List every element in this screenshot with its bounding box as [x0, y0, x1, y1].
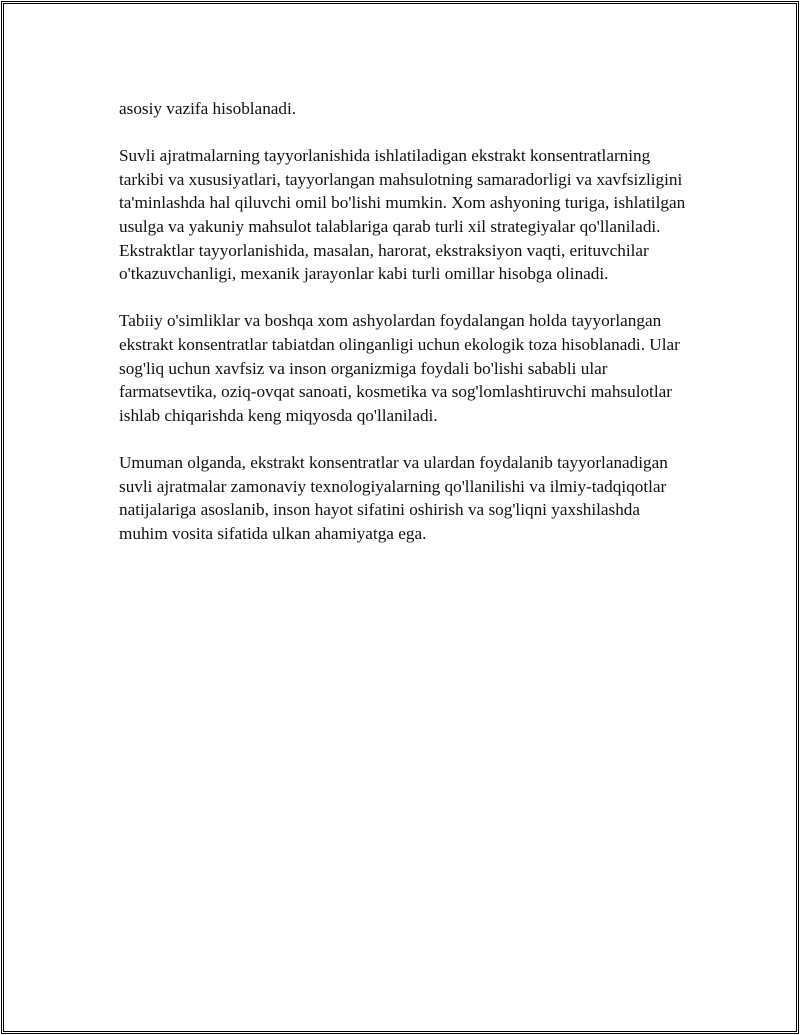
paragraph-2: Suvli ajratmalarning tayyorlanishida ishlatiladigan ekstrakt konsentratlarning tarkibi va xususiyatlari, tayyorlangan mahsulotning samaradorligi va xavfsizligini ta'minlashda hal qiluvchi omil bo'lishi mumkin. Xom ashyoning turiga, ishlatilgan usulga va yakuniy mahsulot talablariga qarab turli xil strategiyalar qo'llaniladi. Ekstraktlar tayyorlanishida, masalan, harorat, ekstraksiyon vaqti, erituvchilar o'tkazuvchanligi, mexanik jarayonlar kabi turli omillar hisobga olinadi. [119, 146, 686, 284]
paragraph-4: Umuman olganda, ekstrakt konsentratlar va ulardan foydalanib tayyorlanadigan suvli ajratmalar zamonaviy texnologiyalarning qo'llanilishi va ilmiy-tadqiqotlar natijalariga asoslanib, inson hayot sifatini oshirish va sog'liqni yaxshilashda muhim vosita sifatida ulkan ahamiyatga ega. [119, 452, 668, 543]
paragraph-3: Tabiiy o'simliklar va boshqa xom ashyolardan foydalangan holda tayyorlangan ekstrakt konsentratlar tabiatdan olinganligi uchun ekologik toza hisoblanadi. Ular sog'liq uchun xavfsiz va inson organizmiga foydali bo'lishi sababli ular farmatsevtika, oziq-ovqat sanoati, kosmetika va sog'lomlashtiruvchi mahsulotlar ishlab chiqarishda keng miqyosda qo'llaniladi. [119, 311, 680, 425]
document-body [119, 97, 689, 569]
page-frame [1, 1, 799, 1034]
paragraph-1: asosiy vazifa hisoblanadi. [119, 99, 297, 118]
